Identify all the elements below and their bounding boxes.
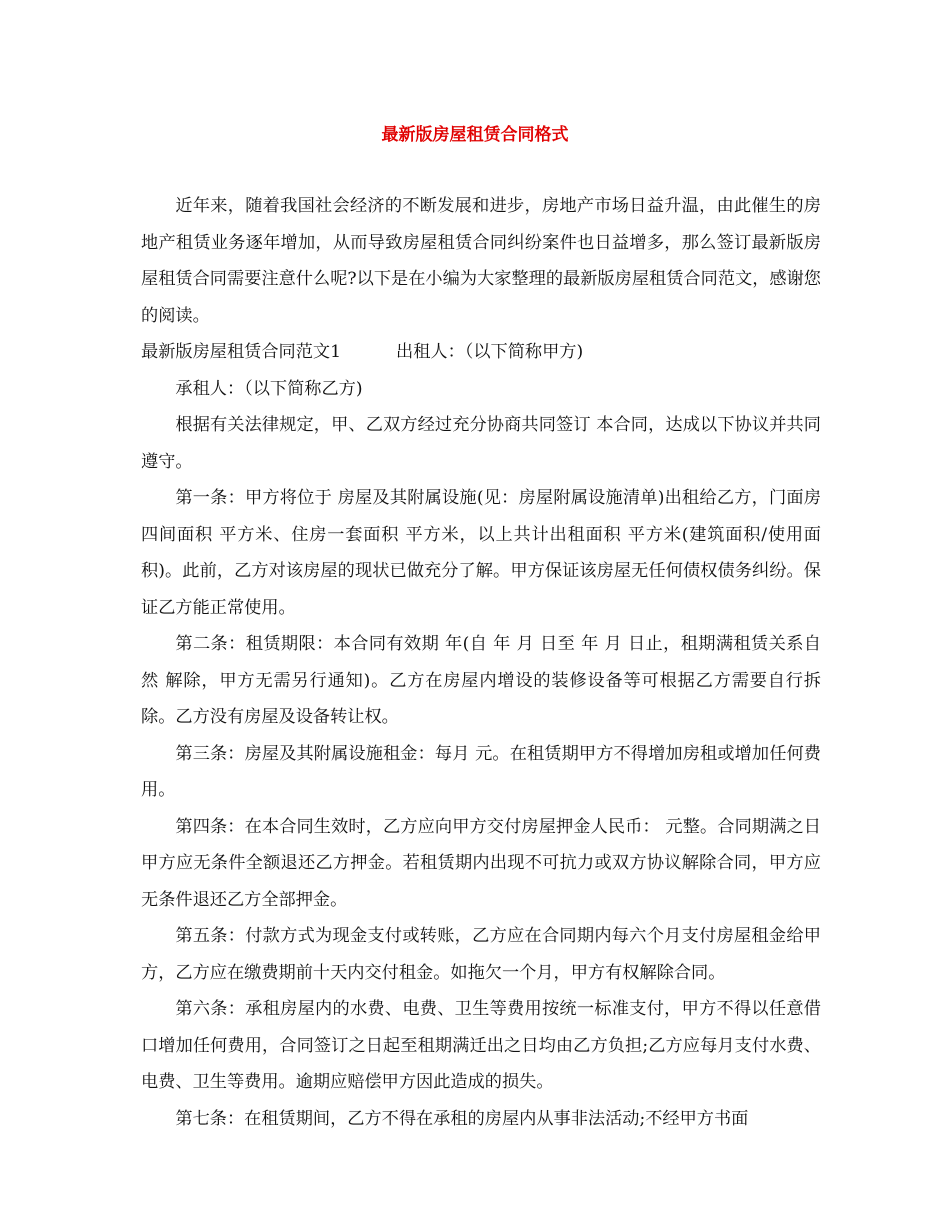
document-title: 最新版房屋租赁合同格式: [381, 125, 569, 145]
clause-5: 第五条：付款方式为现金支付或转账，乙方应在合同期内每六个月支付房屋租金给甲方，乙方应在缴费期前十天内交付租金。如拖欠一个月，甲方有权解除合同。: [141, 926, 821, 983]
clause-6: 第六条：承租房屋内的水费、电费、卫生等费用按统一标准支付，甲方不得以任意借口增加任何费用，合同签订之日起至租期满迁出之日均由乙方负担;乙方应每月支付水费、电费、卫生等费用。逾期应赔偿甲方因此造成的损失。: [141, 999, 821, 1092]
lessee-line: 承租人：（以下简称乙方): [175, 378, 363, 399]
clause-7: 第七条：在租赁期间，乙方不得在承租的房屋内从事非法活动;不经甲方书面: [175, 1108, 749, 1129]
clause-1: 第一条：甲方将位于 房屋及其附属设施(见：房屋附属设施清单)出租给乙方，门面房四间面积 平方米、住房一套面积 平方米，以上共计出租面积 平方米(建筑面积/使用面积)。此前，乙方对该房屋的现状已做充分了解。甲方保证该房屋无任何债权债务纠纷。保证乙方能正常使用。: [141, 488, 821, 618]
sample-heading-line: [141, 334, 821, 371]
document-body: [141, 188, 821, 1137]
sample-heading: 最新版房屋租赁合同范文1: [141, 342, 341, 362]
clause-3: 第三条：房屋及其附属设施租金：每月 元。在租赁期甲方不得增加房租或增加任何费用。: [141, 743, 821, 800]
lessor-line: 出租人：（以下简称甲方): [396, 342, 584, 362]
clause-2: 第二条：租赁期限：本合同有效期 年(自 年 月 日至 年 月 日止，租期满租赁关系自然 解除，甲方无需另行通知)。乙方在房屋内增设的装修设备等可根据乙方需要自行拆除。乙方没有房屋及设备转让权。: [141, 634, 821, 727]
clause-4: 第四条：在本合同生效时，乙方应向甲方交付房屋押金人民币： 元整。合同期满之日甲方应无条件全额退还乙方押金。若租赁期内出现不可抗力或双方协议解除合同，甲方应无条件退还乙方全部押金。: [141, 816, 821, 910]
preamble-paragraph: 根据有关法律规定，甲、乙双方经过充分协商共同签订 本合同，达成以下协议并共同遵守。: [141, 415, 821, 472]
intro-paragraph: 近年来，随着我国社会经济的不断发展和进步，房地产市场日益升温，由此催生的房地产租赁业务逐年增加，从而导致房屋租赁合同纠纷案件也日益增多，那么签订最新版房屋租赁合同需要注意什么呢?以下是在小编为大家整理的最新版房屋租赁合同范文，感谢您的阅读。: [141, 196, 821, 326]
